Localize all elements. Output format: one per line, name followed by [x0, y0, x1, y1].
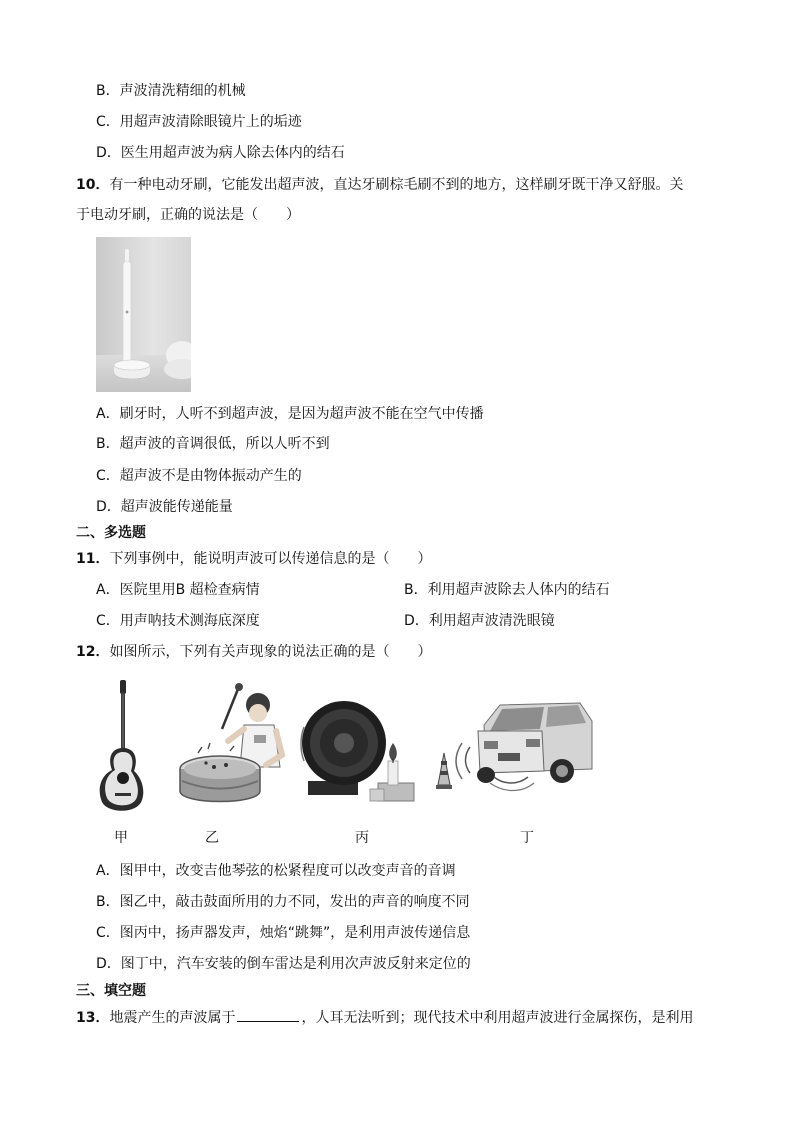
section-heading-multiple-choice: 二、多选题: [76, 525, 146, 541]
q13-stem-after: ，人耳无法听到；现代技术中利用超声波进行金属探伤，是利用: [301, 1010, 694, 1026]
q12-option-b: B．图乙中，敲击鼓面所用的力不同，发出的声音的响度不同: [96, 894, 470, 910]
q13-answer-blank[interactable]: [237, 1007, 299, 1022]
q13-stem: [76, 1007, 693, 1028]
speaker-candle-icon: [298, 697, 420, 807]
q11-option-b: B．利用超声波除去人体内的结石: [404, 582, 610, 598]
q10-number: 10．: [76, 177, 110, 193]
q10-option-b: B．超声波的音调很低，所以人听不到: [96, 436, 330, 452]
q12-number: 12．: [76, 644, 110, 660]
figure-caption-jia: 甲: [114, 830, 128, 846]
q12-stem: [76, 642, 431, 662]
guitar-icon: [94, 678, 144, 814]
q12-option-c: C．图丙中，扬声器发声，烛焰“跳舞”，是利用声波传递信息: [96, 925, 471, 941]
q10-stem-line2: 于电动牙刷，正确的说法是（ ）: [76, 207, 300, 223]
q10-stem-text: 有一种电动牙刷，它能发出超声波，直达牙刷棕毛刷不到的地方，这样刷牙既干净又舒服。关: [109, 177, 684, 193]
q12-option-d: D．图丁中，汽车安装的倒车雷达是利用次声波反射来定位的: [96, 956, 471, 972]
q10-stem-line1: [76, 175, 683, 195]
q11-number: 11．: [76, 551, 110, 567]
q10-option-d: D．超声波能传递能量: [96, 499, 233, 515]
q11-option-d: D．利用超声波清洗眼镜: [404, 613, 555, 629]
q12-option-a: A．图甲中，改变吉他琴弦的松紧程度可以改变声音的音调: [96, 863, 456, 879]
q9-option-b: B．声波清洗精细的机械: [96, 83, 246, 99]
figure-caption-yi: 乙: [205, 830, 219, 846]
q9-option-d: D．医生用超声波为病人除去体内的结石: [96, 145, 345, 161]
q10-option-a: A．刷牙时，人听不到超声波，是因为超声波不能在空气中传播: [96, 406, 484, 422]
figure-caption-bing: 丙: [355, 830, 369, 846]
q10-option-c: C．超声波不是由物体振动产生的: [96, 468, 302, 484]
figure-caption-ding: 丁: [520, 830, 534, 846]
q11-stem-text: 下列事例中，能说明声波可以传递信息的是（ ）: [109, 551, 432, 567]
q11-stem: [76, 549, 431, 569]
electric-toothbrush-photo: [96, 237, 191, 392]
q9-option-c: C．用超声波清除眼镜片上的垢迹: [96, 114, 302, 130]
drum-boy-icon: [178, 681, 286, 809]
q12-stem-text: 如图所示，下列有关声现象的说法正确的是（ ）: [109, 644, 432, 660]
q13-number: 13．: [76, 1010, 110, 1026]
q11-option-c: C．用声呐技术测海底深度: [96, 613, 260, 629]
section-heading-fill-in: 三、填空题: [76, 983, 146, 999]
q13-stem-before: 地震产生的声波属于: [109, 1010, 236, 1026]
car-radar-icon: [434, 697, 594, 793]
q11-option-a: A．医院里用B 超检查病情: [96, 582, 260, 598]
